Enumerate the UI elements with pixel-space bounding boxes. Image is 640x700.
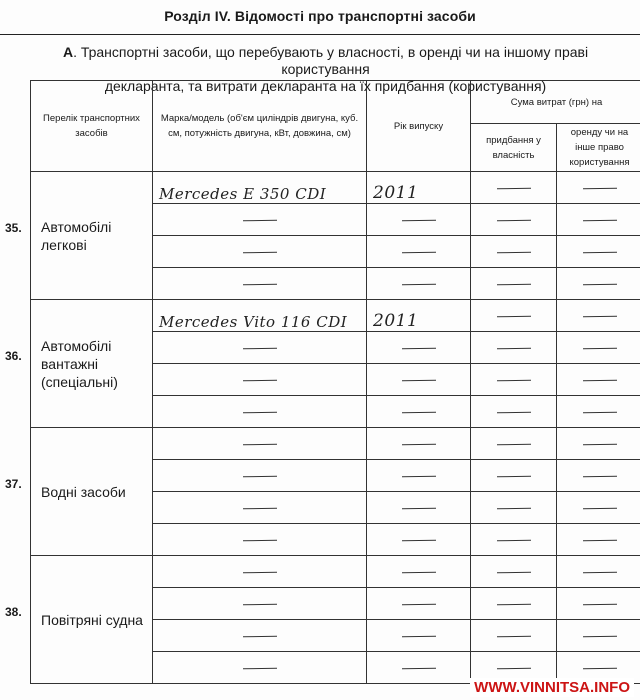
dash-mark [401,379,435,381]
year-value: 2011 [367,300,471,332]
category-number: 35. [5,220,22,235]
purchase-empty [471,492,557,524]
header-purchase: придбання у власність [471,124,557,172]
dash-mark [582,411,616,413]
dash-mark [242,635,276,637]
dash-mark [582,635,616,637]
header-list: Перелік транспортних засобів [31,81,153,172]
purchase-empty [471,300,557,332]
rent-empty [557,588,640,620]
dash-mark [496,251,530,253]
model-empty [153,652,367,684]
rent-empty [557,236,640,268]
dash-mark [582,507,616,509]
model-empty [153,428,367,460]
dash-mark [242,219,276,221]
dash-mark [401,283,435,285]
year-empty [367,236,471,268]
purchase-empty [471,428,557,460]
transport-table-wrapper [30,80,640,700]
purchase-empty [471,236,557,268]
category-name: Автомобілі вантажні (спеціальні) [31,300,153,428]
dash-mark [496,475,530,477]
rent-empty [557,172,640,204]
dash-mark [582,315,616,317]
dash-mark [582,379,616,381]
dash-mark [496,667,530,669]
section-title: Розділ IV. Відомості про транспортні засоби [164,8,476,24]
rent-empty [557,396,640,428]
dash-mark [496,379,530,381]
dash-mark [242,571,276,573]
dash-mark [401,443,435,445]
table-row [31,300,640,332]
dash-mark [242,667,276,669]
dash-mark [496,443,530,445]
dash-mark [496,315,530,317]
table-body [31,172,640,684]
dash-mark [401,635,435,637]
purchase-empty [471,268,557,300]
section-divider [0,34,640,35]
dash-mark [401,539,435,541]
dash-mark [582,187,616,189]
dash-mark [401,507,435,509]
dash-mark [401,411,435,413]
dash-mark [496,219,530,221]
dash-mark [496,347,530,349]
model-empty [153,556,367,588]
year-empty [367,364,471,396]
dash-mark [496,507,530,509]
rent-empty [557,556,640,588]
model-value: Mercedes E 350 CDI [153,172,367,204]
dash-mark [582,219,616,221]
model-empty [153,332,367,364]
dash-mark [582,283,616,285]
dash-mark [401,603,435,605]
category-number: 38. [5,604,22,619]
header-model: Марка/модель (об'єм циліндрів двигуна, куб. см, потужність двигуна, кВт, довжина, см) [153,81,367,172]
year-empty [367,588,471,620]
table-row [31,556,640,588]
dash-mark [242,539,276,541]
site-watermark: WWW.VINNITSA.INFO [470,678,634,697]
model-empty [153,460,367,492]
dash-mark [582,571,616,573]
dash-mark [242,507,276,509]
category-name: Автомобілі легкові [31,172,153,300]
dash-mark [582,251,616,253]
model-empty [153,236,367,268]
dash-mark [401,251,435,253]
purchase-empty [471,204,557,236]
year-empty [367,396,471,428]
dash-mark [401,219,435,221]
dash-mark [242,603,276,605]
rent-empty [557,364,640,396]
dash-mark [401,571,435,573]
purchase-empty [471,620,557,652]
year-empty [367,652,471,684]
dash-mark [242,411,276,413]
year-empty [367,492,471,524]
rent-empty [557,204,640,236]
year-empty [367,620,471,652]
part-a-text-line1: . Транспортні засоби, що перебувають у власності, в оренді чи на іншому праві користування [73,44,589,77]
dash-mark [496,411,530,413]
transport-table [30,80,640,684]
table-row [31,172,640,204]
purchase-empty [471,364,557,396]
dash-mark [401,667,435,669]
part-a-letter: А [62,44,74,60]
rent-empty [557,268,640,300]
year-empty [367,556,471,588]
year-empty [367,460,471,492]
dash-mark [242,443,276,445]
rent-empty [557,492,640,524]
model-empty [153,364,367,396]
year-empty [367,428,471,460]
dash-mark [242,283,276,285]
category-number: 37. [5,476,22,491]
model-empty [153,588,367,620]
category-number: 36. [5,348,22,363]
dash-mark [496,603,530,605]
purchase-empty [471,588,557,620]
dash-mark [582,667,616,669]
year-empty [367,524,471,556]
dash-mark [582,603,616,605]
model-empty [153,396,367,428]
dash-mark [582,475,616,477]
dash-mark [496,187,530,189]
year-value: 2011 [367,172,471,204]
dash-mark [242,475,276,477]
dash-mark [401,347,435,349]
dash-mark [496,539,530,541]
purchase-empty [471,172,557,204]
rent-empty [557,460,640,492]
purchase-empty [471,332,557,364]
rent-empty [557,524,640,556]
dash-mark [582,443,616,445]
model-value: Mercedes Vito 116 CDI [153,300,367,332]
header-rent: оренду чи на інше право користування [557,124,640,172]
rent-empty [557,620,640,652]
rent-empty [557,332,640,364]
category-name: Водні засоби [31,428,153,556]
header-expenses: Сума витрат (грн) на [471,81,640,124]
year-empty [367,268,471,300]
category-name: Повітряні судна [31,556,153,684]
purchase-empty [471,556,557,588]
dash-mark [582,539,616,541]
model-empty [153,620,367,652]
purchase-empty [471,524,557,556]
dash-mark [242,251,276,253]
dash-mark [401,475,435,477]
purchase-empty [471,460,557,492]
dash-mark [242,347,276,349]
model-empty [153,524,367,556]
dash-mark [242,379,276,381]
year-empty [367,204,471,236]
model-empty [153,204,367,236]
dash-mark [496,283,530,285]
dash-mark [582,347,616,349]
purchase-empty [471,396,557,428]
part-a-text-line2: декларанта, та витрати декларанта на їх придбання (користування) [104,78,547,94]
rent-empty [557,428,640,460]
table-row [31,428,640,460]
dash-mark [496,571,530,573]
model-empty [153,268,367,300]
rent-empty [557,300,640,332]
year-empty [367,332,471,364]
model-empty [153,492,367,524]
dash-mark [496,635,530,637]
header-year: Рік випуску [367,81,471,172]
